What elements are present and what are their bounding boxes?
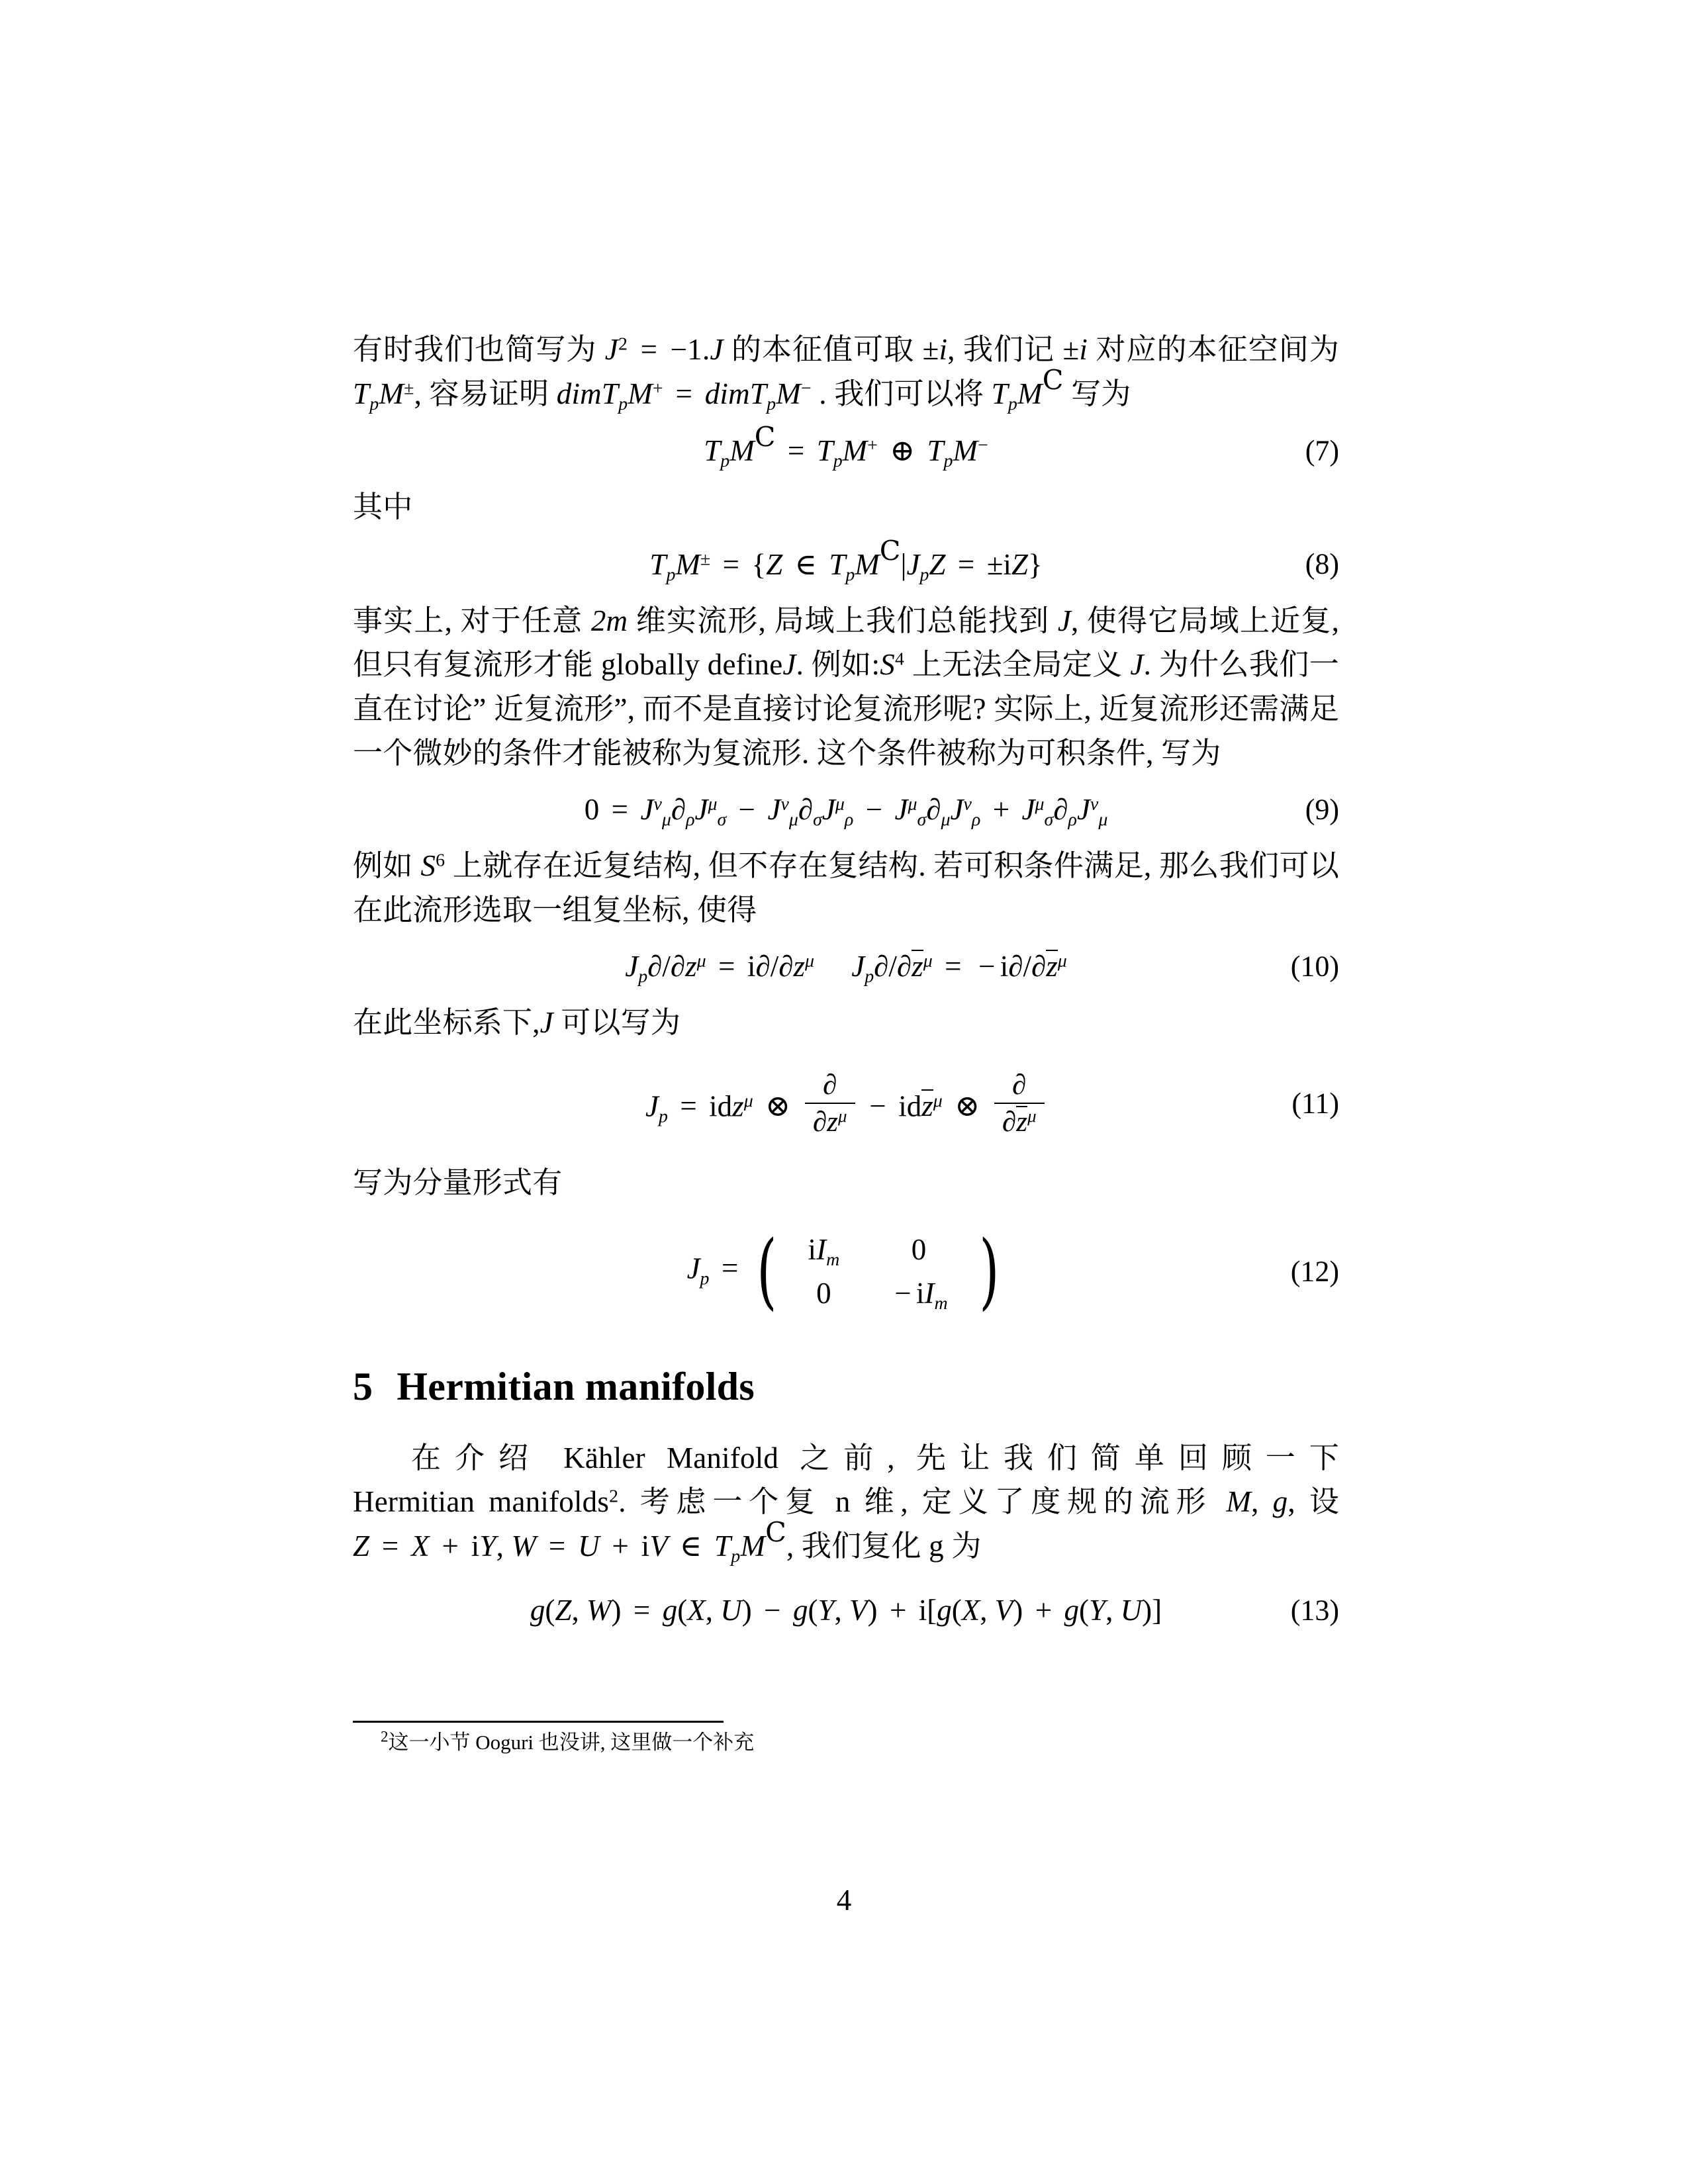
equation-8-body: $T_pM^\pm = \{Z$ ∈ $T_pM^C|J_pZ = \pm iZ$} <box>649 535 1043 585</box>
p3-text-2: 上就存在近复结构, 但不存在复结构. 若可积条件满足, 那么我们可以在此流形选取一组复坐标, 使得 <box>353 849 1340 927</box>
matrix-cell-22: − $iI_m$ <box>894 1276 948 1314</box>
p2-math-j-2: J <box>782 648 796 682</box>
p1-text-2: 的本征值可取 <box>731 333 915 366</box>
p2-math-2m: 2m <box>590 604 628 637</box>
section-title: Hermitian manifolds <box>397 1364 755 1408</box>
equation-12-number: (12) <box>1290 1255 1339 1288</box>
p4-math-j: J <box>539 1006 553 1040</box>
matrix-table <box>783 1228 973 1315</box>
p2-english-1: globally define <box>601 648 783 682</box>
equation-10 <box>353 949 1339 987</box>
p1-math-pmi-2: ±i <box>1062 333 1088 366</box>
p1-text-1: 有时我们也简写为 <box>353 333 597 366</box>
paragraph-qizhong: 其中 <box>353 490 413 524</box>
p2-math-s4: $S^4$ <box>880 648 905 682</box>
matrix-right-paren: ) <box>978 1222 1000 1319</box>
p1-math-tpm-pm: $T_pM^\pm$ <box>353 377 414 414</box>
matrix-row <box>783 1228 973 1271</box>
paragraph-3 <box>353 844 1339 932</box>
p2-text-2: 维实流形, 局域上我们总能找到 <box>635 604 1050 637</box>
equation-11-number: (11) <box>1291 1087 1339 1120</box>
matrix-cell-11: $iI_m$ <box>808 1232 840 1270</box>
paragraph-2 <box>353 599 1339 775</box>
s5-english-kahler: Kähler Manifold <box>563 1441 779 1475</box>
equation-10-number: (10) <box>1290 950 1339 983</box>
equation-12 <box>353 1222 1339 1319</box>
p1-math-dim-eq: dimT$_p$M+ = dimT$_p$M− <box>556 377 812 414</box>
paragraph-section5 <box>353 1436 1339 1569</box>
s5-math-mg: M, g <box>1226 1485 1288 1519</box>
page-content <box>353 328 1339 1627</box>
s5-text-2: 之前, 先让我们简单回顾一下 <box>800 1441 1339 1475</box>
s5-text-5: , 设 <box>1288 1485 1340 1519</box>
matrix-left-paren: ( <box>757 1222 777 1319</box>
p1-text-6: . 我们可以将 <box>819 377 984 410</box>
equation-9 <box>353 792 1339 831</box>
equation-13 <box>353 1593 1339 1627</box>
matrix-jp <box>751 1222 1006 1319</box>
equation-7-body: $T_pM^C = T_pM^+$ ⊕ $T_pM^-$ <box>704 421 988 472</box>
p2-text-3: , 使得它局域上近复, 但只有复流形才能 <box>353 604 1340 682</box>
s5-math-uv: U + iV ∈ $T_pM^C$ <box>578 1516 786 1567</box>
equation-13-number: (13) <box>1290 1594 1339 1627</box>
p4-text-1: 在此坐标系下, <box>353 1006 540 1040</box>
equation-8-number: (8) <box>1305 547 1339 580</box>
equation-12-body: $J_p$ = ( $iI_m$ 0 0 − $iI_m$ ) <box>687 1228 1006 1315</box>
matrix-cell-12: 0 <box>911 1232 927 1266</box>
p1-text-5: , 容易证明 <box>414 377 549 410</box>
s5-math-g: g <box>929 1529 944 1563</box>
s5-text-3: . 考虑一个复 <box>618 1485 821 1519</box>
p2-text-4: . 例如: <box>796 648 880 682</box>
paragraph-4 <box>353 1001 1339 1045</box>
s5-text-7: 为 <box>951 1529 982 1563</box>
paragraph-1 <box>353 328 1339 416</box>
p1-math-jsquared: $J^2 = -1.J$ <box>604 333 724 366</box>
footnote-number: 2 <box>381 1728 389 1745</box>
s5-text-4: 维, 定义了度规的流形 <box>864 1485 1213 1519</box>
page-number: 4 <box>836 1884 852 1917</box>
p2-text-1: 事实上, 对于任意 <box>353 604 583 637</box>
equation-9-body: $0 = J^\nu_\mu\partial_\rho J^\mu_\sigma - J^\nu_\mu\partial_\sigma J^\mu_\rho - J^\mu_\sigma\partial_\mu J^\nu_\rho + J^\mu_\sigma\partial_\rho J^\nu_\mu$ <box>584 793 1108 831</box>
equation-11-body: $J_p = idz^\mu$ ⊗ $\frac{\partial}{\partial z^\mu}$ − idz$^\mu$ ⊗ $\frac{\partial}{\partial z^\mu}$ <box>645 1069 1047 1138</box>
p1-math-pmi-1: ±i <box>922 333 948 366</box>
equation-9-number: (9) <box>1305 793 1339 826</box>
s5-text-1: 在介绍 <box>411 1441 542 1475</box>
p1-text-7: 写为 <box>1071 377 1131 410</box>
footnote-area <box>353 1721 1339 1756</box>
p1-text-3: , 我们记 <box>947 333 1055 366</box>
footnote-1 <box>353 1729 1339 1756</box>
matrix-row <box>783 1271 973 1315</box>
p1-text-4: 对应的本征空间为 <box>1096 333 1340 366</box>
s5-text-6: , 我们复化 <box>786 1529 921 1563</box>
paragraph-5: 写为分量形式有 <box>353 1165 563 1199</box>
p2-math-j-1: J <box>1057 604 1071 637</box>
equation-8 <box>353 535 1339 585</box>
equation-13-body: g(Z, W) = g(X, U) − g(Y, V) + i[g(X, V) + g(Y, U)] <box>530 1594 1162 1627</box>
section-number: 5 <box>353 1364 373 1408</box>
matrix-cell-21: 0 <box>816 1276 831 1310</box>
p2-text-6: . 为什么我们一直在讨论” 近复流形”, 而不是直接讨论复流形呢? 实际上, 近复流形还需满足一个微妙的条件才能被称为复流形. 这个条件被称为可积条件, 写为 <box>353 648 1339 770</box>
equation-10-body: $J_p\partial/\partial z^\mu = i\partial/\partial z^\mu$ $J_p\partial/\partial z^\mu$ = − $i\partial/\partial z^\mu$ <box>625 950 1067 987</box>
equation-7-number: (7) <box>1305 434 1339 467</box>
p1-math-tpm-c: $T_pM^C$ <box>991 364 1064 414</box>
footnote-marker-inline: 2 <box>609 1486 619 1507</box>
equation-11-frac-1: $\frac{\partial}{\partial z^\mu}$ <box>805 1069 855 1138</box>
footnote-separator-rule <box>353 1721 724 1723</box>
equation-7 <box>353 421 1339 472</box>
footnote-content: 这一小节 Ooguri 也没讲, 这里做一个补充 <box>388 1731 755 1754</box>
p3-text-1: 例如 <box>353 849 413 883</box>
equation-11 <box>353 1069 1339 1138</box>
section-heading-5 <box>353 1364 1339 1410</box>
s5-math-n: n <box>835 1485 851 1519</box>
p2-text-5: 上无法全局定义 <box>912 648 1123 682</box>
p3-math-s6: $S^6$ <box>420 849 445 883</box>
s5-math-zw: Z = X + iY, W = <box>353 1529 566 1563</box>
p4-text-2: 可以写为 <box>561 1006 681 1040</box>
p2-math-j-3: J <box>1130 648 1144 682</box>
equation-11-frac-2: $\frac{\partial}{\partial z^\mu}$ <box>994 1069 1045 1138</box>
s5-english-hermitian: Hermitian manifolds <box>353 1485 610 1519</box>
